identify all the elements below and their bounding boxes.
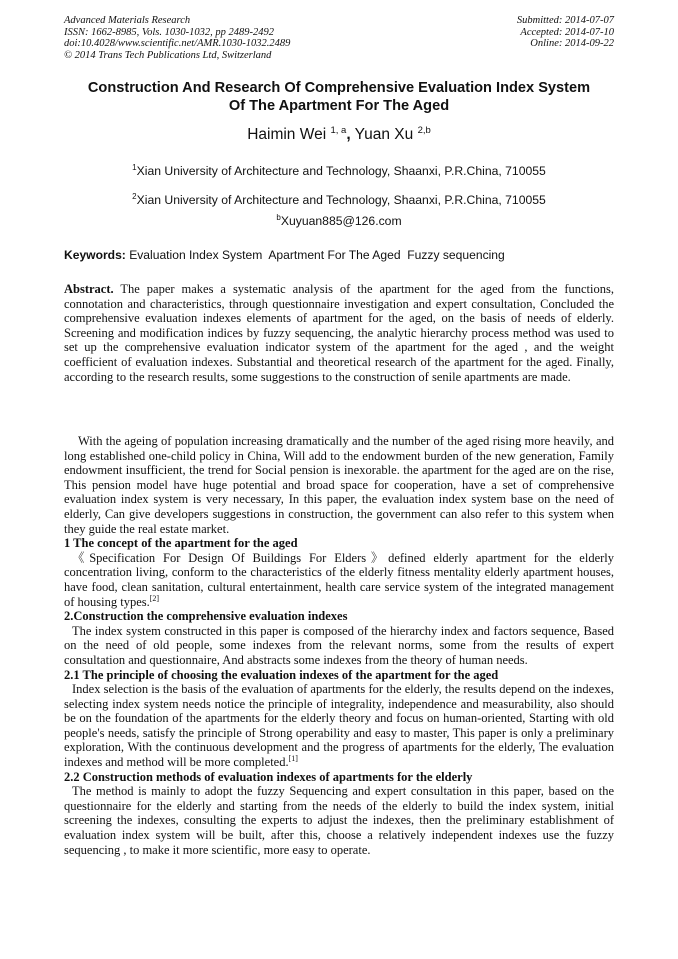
section-2-1-text: Index selection is the basis of the evaluation of apartments for the elderly, the results depend on the indexes, selecting index system needs notice the principle of integrality, independence and measurability, also should be on the foundation of the apartments for the elderly theory and focus on human-oriented, Starting with old people's needs, satisfy the principle of Strong operability and easy to master, This paper is only a preliminary exploration, With the continuous development and the progress of apartments for the elderly, The evaluation indexes and method will be more completed. <box>64 682 614 770</box>
keywords-label: Keywords: <box>64 248 126 262</box>
copyright-line: © 2014 Trans Tech Publications Ltd, Switzerland <box>64 49 272 61</box>
author-2: Yuan Xu <box>354 126 414 144</box>
accepted-date: Accepted: 2014-07-10 <box>520 26 614 38</box>
abstract <box>64 282 614 384</box>
section-1-citation: [2] <box>149 593 160 603</box>
title-line-2-rest: partment For The Aged <box>289 97 450 114</box>
main-body <box>64 434 614 857</box>
email-mark: b <box>276 213 281 222</box>
email-text: Xuyuan885@126.com <box>280 214 402 229</box>
author-1-affil: 1, a <box>330 125 347 136</box>
issn-line: ISSN: 1662-8985, Vols. 1030-1032, pp 2489-2492 <box>64 26 274 38</box>
dates-header <box>517 15 614 50</box>
submitted-date: Submitted: 2014-07-07 <box>516 15 614 26</box>
keywords-text: Evaluation Index System Apartment For The Aged Fuzzy sequencing <box>125 248 505 262</box>
title-line-2-bold: Of The A <box>228 97 290 114</box>
affiliation-2-mark: 2 <box>132 192 137 201</box>
journal-header <box>64 15 290 61</box>
section-2-1-paragraph <box>64 682 614 770</box>
author-list <box>40 125 638 144</box>
section-1-text: 《Specification For Design Of Buildings For Elders》defined elderly apartment for the elderly concentration living, conform to the characteristics of the elderly fitness mentality elderly apartment houses, have food, clean sanitation, cultural entertainment, health care service system of the integrated management of housing types. <box>64 550 614 609</box>
section-2-1-citation: [1] <box>288 753 298 763</box>
affiliation-2 <box>40 192 638 207</box>
title-line-2 <box>40 98 638 116</box>
author-email <box>40 213 638 228</box>
section-2-heading: 2.Construction the comprehensive evaluation indexes <box>64 609 348 624</box>
affiliation-1 <box>40 163 638 178</box>
doi-line: doi:10.4028/www.scientific.net/AMR.1030-1032.2489 <box>64 38 291 49</box>
intro-paragraph: With the ageing of population increasing dramatically and the number of the aged rising more heavily, and long established one-child policy in China, Will add to the endowment burden of the new generation, Family endowment insufficient, the trend for Social pension is inexorable. the apartment for the aged are on the rise, This pension model have huge potential and broad space for cooperation, have a set of comprehensive evaluation index system is very necessary, In this paper, the evaluation index system base on the need of elderly, Can give developers suggestions in construction, the government can also refer to this system when they guide the real estate market. <box>64 434 614 536</box>
online-date: Online: 2014-09-22 <box>530 38 614 49</box>
section-1-paragraph <box>64 551 614 609</box>
section-2-2-heading: 2.2 Construction methods of evaluation indexes of apartments for the elderly <box>64 769 473 784</box>
section-2-1-heading: 2.1 The principle of choosing the evaluation indexes of the apartment for the aged <box>64 667 499 682</box>
section-2-paragraph: The index system constructed in this paper is composed of the hierarchy index and factors sequence, Based on the need of old people, some indexes from the relevant norms, some from the results of expert consultation and questionnaire, And abstracts some indexes from the theory of human needs. <box>64 623 614 667</box>
journal-name: Advanced Materials Research <box>64 15 191 26</box>
section-1-heading: 1 The concept of the apartment for the aged <box>64 536 298 551</box>
abstract-label: Abstract. <box>64 282 114 296</box>
paper-title <box>40 80 638 115</box>
affiliation-1-mark: 1 <box>132 163 137 172</box>
section-2-2-paragraph: The method is mainly to adopt the fuzzy Sequencing and expert consultation in this paper, based on the questionnaire for the elderly and starting from the needs of the elderly to build the index system, initial screening the indexes, consulting the experts to adjust the indexes, then the preliminary establishment of evaluation index system will be built, after this, choose a relatively independent indexes use the fuzzy sequencing , to make it more scientific, more easy to operate. <box>64 784 614 857</box>
author-separator: , <box>346 126 351 144</box>
author-1: Haimin Wei <box>247 126 327 144</box>
affiliation-1-text: Xian University of Architecture and Technology, Shaanxi, P.R.China, 710055 <box>136 164 546 179</box>
author-2-affil: 2,b <box>417 125 431 136</box>
keywords <box>64 248 624 262</box>
abstract-text: The paper makes a systematic analysis of the apartment for the aged from the functions, connotation and characteristics, through questionnaire investigation and expert consultation, Concluded the comprehensive evaluation indexes elements of apartment for the aged, on the basis of needs of elderly. Screening and modification indices by fuzzy sequencing, the analytic hierarchy process method was used to set up the comprehensive evaluation indicator system of the apartment for the aged , and the weight coefficient of evaluation indexes. Substantial and theoretical research of the apartment for the aged. Finally, according to the research results, some suggestions to the construction of senile apartments are made. <box>64 282 614 384</box>
affiliation-2-text: Xian University of Architecture and Technology, Shaanxi, P.R.China, 710055 <box>136 193 546 208</box>
title-line-1: Construction And Research Of Comprehensive Evaluation Index System <box>87 80 591 96</box>
